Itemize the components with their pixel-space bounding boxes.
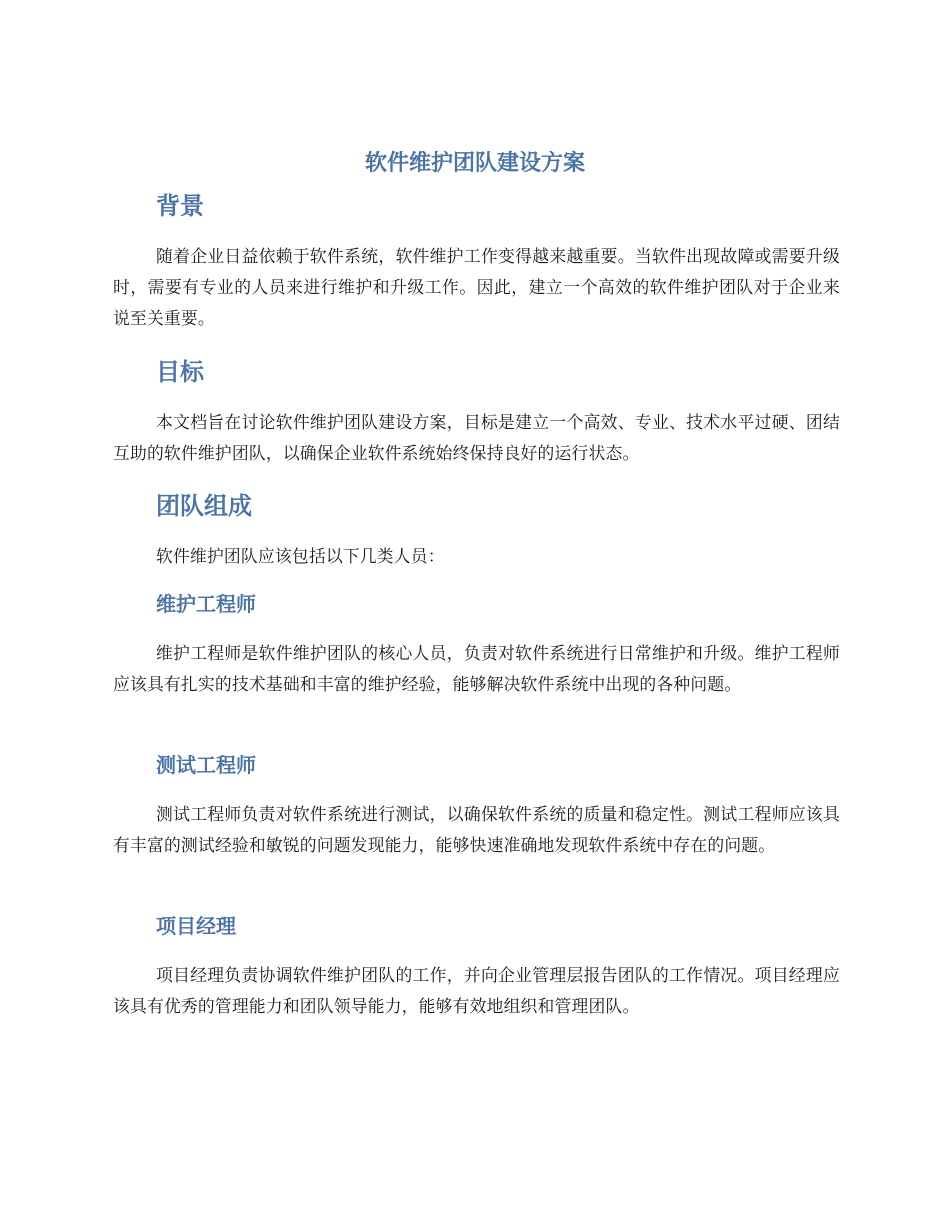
section-paragraph-goal: 本文档旨在讨论软件维护团队建设方案，目标是建立一个高效、专业、技术水平过硬、团结互助的软件维护团队，以确保企业软件系统始终保持良好的运行状态。 <box>113 412 840 463</box>
section-heading-goal: 目标 <box>156 358 204 386</box>
role-heading-maintenance-engineer: 维护工程师 <box>156 592 256 616</box>
role-paragraph-maintenance-engineer: 维护工程师是软件维护团队的核心人员，负责对软件系统进行日常维护和升级。维护工程师应该具有扎实的技术基础和丰富的维护经验，能够解决软件系统中出现的各种问题。 <box>113 643 840 694</box>
section-paragraph-background: 随着企业日益依赖于软件系统，软件维护工作变得越来越重要。当软件出现故障或需要升级时，需要有专业的人员来进行维护和升级工作。因此，建立一个高效的软件维护团队对于企业来说至关重要。 <box>113 246 840 328</box>
role-heading-test-engineer: 测试工程师 <box>156 753 256 777</box>
section-paragraph-team-composition: 软件维护团队应该包括以下几类人员： <box>156 546 445 566</box>
role-paragraph-test-engineer: 测试工程师负责对软件系统进行测试，以确保软件系统的质量和稳定性。测试工程师应该具有丰富的测试经验和敏锐的问题发现能力，能够快速准确地发现软件系统中存在的问题。 <box>113 804 840 855</box>
role-paragraph-project-manager: 项目经理负责协调软件维护团队的工作，并向企业管理层报告团队的工作情况。项目经理应该具有优秀的管理能力和团队领导能力，能够有效地组织和管理团队。 <box>113 965 840 1016</box>
role-heading-project-manager: 项目经理 <box>156 914 236 938</box>
document-title: 软件维护团队建设方案 <box>364 151 585 176</box>
section-heading-background: 背景 <box>156 192 204 220</box>
section-heading-team-composition: 团队组成 <box>156 492 252 520</box>
